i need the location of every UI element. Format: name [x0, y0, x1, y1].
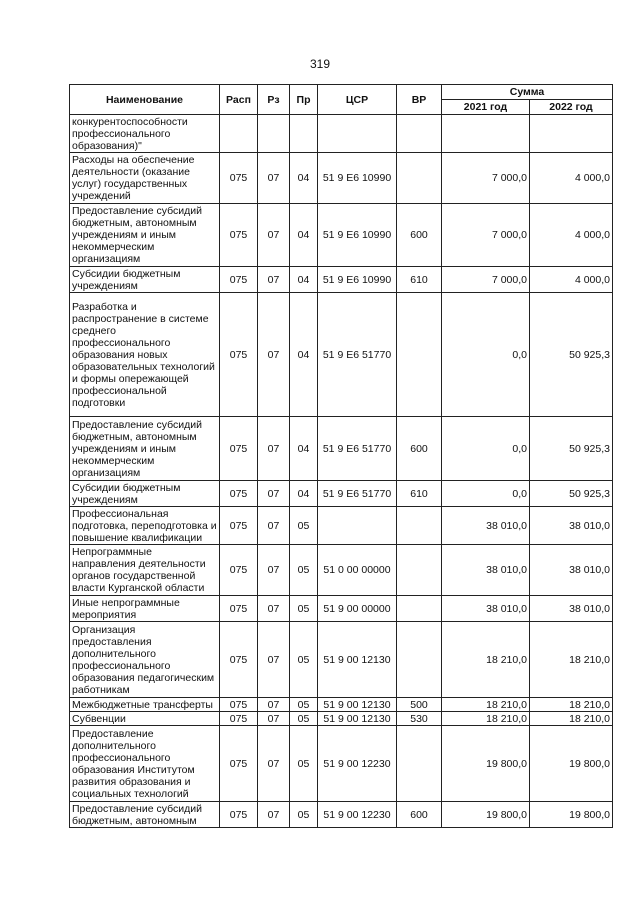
row-2022: 19 800,0	[530, 726, 613, 802]
table-header	[70, 85, 613, 115]
row-2021: 18 210,0	[442, 712, 530, 726]
row-rasp: 075	[220, 712, 258, 726]
row-2022: 38 010,0	[530, 596, 613, 622]
table-row	[70, 267, 613, 293]
table-row	[70, 293, 613, 417]
row-2022: 50 925,3	[530, 417, 613, 481]
table-row	[70, 507, 613, 545]
header-vr: ВР	[397, 85, 442, 115]
row-rz: 07	[258, 726, 290, 802]
row-pr: 05	[290, 698, 318, 712]
table-row	[70, 417, 613, 481]
row-2022: 18 210,0	[530, 622, 613, 698]
header-rasp: Расп	[220, 85, 258, 115]
budget-table	[69, 84, 613, 828]
row-vr: 600	[397, 417, 442, 481]
row-csr: 51 9 Е6 51770	[318, 293, 397, 417]
table-row	[70, 712, 613, 726]
row-2022: 19 800,0	[530, 802, 613, 828]
row-csr: 51 9 Е6 51770	[318, 417, 397, 481]
row-csr: 51 9 00 00000	[318, 596, 397, 622]
row-2021: 38 010,0	[442, 596, 530, 622]
header-pr: Пр	[290, 85, 318, 115]
row-rz: 07	[258, 545, 290, 596]
row-rasp	[220, 115, 258, 153]
row-vr	[397, 622, 442, 698]
row-rasp: 075	[220, 204, 258, 267]
row-2021: 38 010,0	[442, 507, 530, 545]
row-2022: 4 000,0	[530, 267, 613, 293]
row-rasp: 075	[220, 726, 258, 802]
row-2022: 38 010,0	[530, 507, 613, 545]
header-rz: Рз	[258, 85, 290, 115]
row-rasp: 075	[220, 698, 258, 712]
row-rz: 07	[258, 712, 290, 726]
table-row	[70, 622, 613, 698]
row-vr: 600	[397, 204, 442, 267]
row-csr: 51 9 00 12130	[318, 698, 397, 712]
row-pr: 04	[290, 204, 318, 267]
row-2021: 7 000,0	[442, 204, 530, 267]
row-rz: 07	[258, 293, 290, 417]
row-pr: 04	[290, 153, 318, 204]
row-rasp: 075	[220, 596, 258, 622]
row-vr: 610	[397, 267, 442, 293]
row-vr	[397, 115, 442, 153]
row-pr	[290, 115, 318, 153]
row-pr: 05	[290, 545, 318, 596]
row-name: Межбюджетные трансферты	[70, 698, 220, 712]
row-name: Расходы на обеспечение деятельности (оказание услуг) государственных учреждений	[70, 153, 220, 204]
row-2021: 0,0	[442, 293, 530, 417]
row-rz: 07	[258, 153, 290, 204]
row-csr: 51 9 Е6 51770	[318, 481, 397, 507]
row-pr: 04	[290, 267, 318, 293]
row-rz: 07	[258, 698, 290, 712]
row-2022: 4 000,0	[530, 153, 613, 204]
row-vr	[397, 545, 442, 596]
row-name: Разработка и распространение в системе среднего профессионального образования новых образовательных технологий и формы опережающей профессиональной подготовки	[70, 293, 220, 417]
table-row	[70, 698, 613, 712]
row-rz: 07	[258, 802, 290, 828]
row-rasp: 075	[220, 481, 258, 507]
row-csr: 51 9 00 12230	[318, 802, 397, 828]
table-row	[70, 596, 613, 622]
row-pr: 05	[290, 622, 318, 698]
row-2022: 38 010,0	[530, 545, 613, 596]
header-2022: 2022 год	[530, 100, 613, 115]
row-name: Непрограммные направления деятельности органов государственной власти Курганской области	[70, 545, 220, 596]
row-name: Предоставление субсидий бюджетным, автономным учреждениям и иным некоммерческим организациям	[70, 204, 220, 267]
row-csr	[318, 115, 397, 153]
row-pr: 05	[290, 802, 318, 828]
row-name: Предоставление дополнительного профессионального образования Институтом развития образования и социальных технологий	[70, 726, 220, 802]
row-pr: 05	[290, 712, 318, 726]
row-2021: 7 000,0	[442, 267, 530, 293]
row-vr	[397, 507, 442, 545]
row-vr	[397, 596, 442, 622]
row-2021: 19 800,0	[442, 802, 530, 828]
row-2021: 0,0	[442, 417, 530, 481]
table-row	[70, 204, 613, 267]
table-row	[70, 726, 613, 802]
row-rz: 07	[258, 417, 290, 481]
row-pr: 04	[290, 293, 318, 417]
row-rasp: 075	[220, 802, 258, 828]
row-vr: 610	[397, 481, 442, 507]
header-sum: Сумма	[442, 85, 613, 100]
row-rz	[258, 115, 290, 153]
row-2022: 50 925,3	[530, 481, 613, 507]
row-rasp: 075	[220, 545, 258, 596]
row-csr: 51 9 Е6 10990	[318, 267, 397, 293]
row-csr	[318, 507, 397, 545]
row-name: Субвенции	[70, 712, 220, 726]
row-2021	[442, 115, 530, 153]
row-2022: 18 210,0	[530, 698, 613, 712]
row-2021: 38 010,0	[442, 545, 530, 596]
row-2022: 50 925,3	[530, 293, 613, 417]
row-name: Организация предоставления дополнительного профессионального образования педагогическим работникам	[70, 622, 220, 698]
table-row	[70, 481, 613, 507]
row-vr: 500	[397, 698, 442, 712]
row-2021: 7 000,0	[442, 153, 530, 204]
row-csr: 51 0 00 00000	[318, 545, 397, 596]
row-rz: 07	[258, 481, 290, 507]
row-rz: 07	[258, 267, 290, 293]
table-row	[70, 153, 613, 204]
row-pr: 04	[290, 417, 318, 481]
row-pr: 05	[290, 726, 318, 802]
row-rz: 07	[258, 622, 290, 698]
row-csr: 51 9 Е6 10990	[318, 153, 397, 204]
row-vr	[397, 726, 442, 802]
row-vr	[397, 153, 442, 204]
row-pr: 04	[290, 481, 318, 507]
row-name: Иные непрограммные мероприятия	[70, 596, 220, 622]
row-name: Субсидии бюджетным учреждениям	[70, 481, 220, 507]
row-vr: 530	[397, 712, 442, 726]
row-rasp: 075	[220, 267, 258, 293]
row-rz: 07	[258, 507, 290, 545]
row-csr: 51 9 00 12130	[318, 622, 397, 698]
row-csr: 51 9 00 12230	[318, 726, 397, 802]
row-2022: 4 000,0	[530, 204, 613, 267]
row-name: Предоставление субсидий бюджетным, автономным учреждениям и иным некоммерческим организациям	[70, 417, 220, 481]
row-2022	[530, 115, 613, 153]
row-rz: 07	[258, 596, 290, 622]
row-csr: 51 9 00 12130	[318, 712, 397, 726]
row-csr: 51 9 Е6 10990	[318, 204, 397, 267]
row-2021: 19 800,0	[442, 726, 530, 802]
row-vr: 600	[397, 802, 442, 828]
table-row	[70, 545, 613, 596]
header-csr: ЦСР	[318, 85, 397, 115]
page-number: 319	[309, 57, 331, 71]
table-body	[70, 115, 613, 828]
row-rasp: 075	[220, 153, 258, 204]
row-name: Профессиональная подготовка, переподготовка и повышение квалификации	[70, 507, 220, 545]
row-rz: 07	[258, 204, 290, 267]
row-vr	[397, 293, 442, 417]
row-rasp: 075	[220, 293, 258, 417]
header-2021: 2021 год	[442, 100, 530, 115]
row-2022: 18 210,0	[530, 712, 613, 726]
row-2021: 18 210,0	[442, 622, 530, 698]
row-2021: 18 210,0	[442, 698, 530, 712]
header-name: Наименование	[70, 85, 220, 115]
row-name: Предоставление субсидий бюджетным, автономным	[70, 802, 220, 828]
row-rasp: 075	[220, 417, 258, 481]
row-rasp: 075	[220, 622, 258, 698]
table-row	[70, 802, 613, 828]
row-pr: 05	[290, 507, 318, 545]
row-pr: 05	[290, 596, 318, 622]
row-rasp: 075	[220, 507, 258, 545]
table-row	[70, 115, 613, 153]
row-2021: 0,0	[442, 481, 530, 507]
row-name: конкурентоспособности профессионального образования)"	[70, 115, 220, 153]
row-name: Субсидии бюджетным учреждениям	[70, 267, 220, 293]
